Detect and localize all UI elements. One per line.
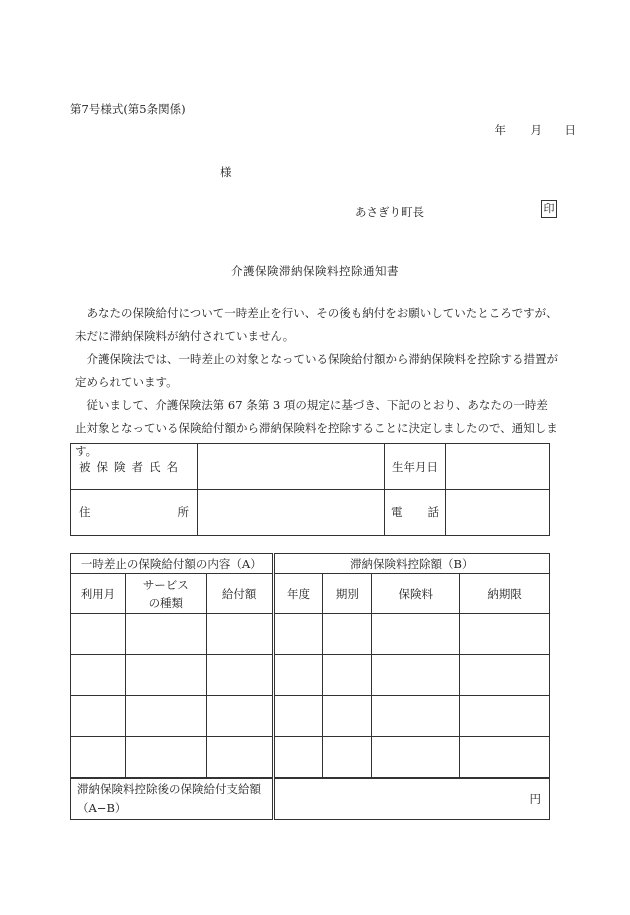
table-cell[interactable]: [460, 696, 550, 737]
table-cell[interactable]: [71, 614, 126, 655]
table-row: [71, 696, 550, 737]
body-paragraph: あなたの保険給付について一時差止を行い、その後も納付をお願いしていたところですが、未だに滞納保険料が納付されていません。: [75, 306, 558, 343]
total-row: [71, 778, 550, 820]
table-cell[interactable]: [323, 655, 372, 696]
form-number: 第7号様式(第5条関係): [70, 102, 186, 116]
issuer-name: あさぎり町長: [355, 205, 424, 219]
table-cell[interactable]: [372, 737, 460, 779]
table-cell[interactable]: [125, 655, 206, 696]
table-cell[interactable]: [125, 696, 206, 737]
document-title: 介護保険滞納保険料控除通知書: [231, 264, 399, 278]
addressee-suffix: 様: [220, 165, 232, 179]
table-cell[interactable]: [273, 696, 323, 737]
table-row: [71, 614, 550, 655]
table-cell[interactable]: [71, 655, 126, 696]
table-cell[interactable]: [206, 655, 273, 696]
birthdate-label: 生年月日: [385, 444, 446, 490]
table-cell[interactable]: [71, 696, 126, 737]
total-label-line2: （A−B）: [77, 801, 127, 815]
group-b-header: 滞納保険料控除額（B）: [273, 554, 549, 574]
total-label-line1: 滞納保険料控除後の保険給付支給額: [77, 782, 261, 796]
table-row: [71, 737, 550, 779]
table-cell[interactable]: [323, 737, 372, 779]
col-period: 期別: [323, 574, 372, 614]
birthdate-field[interactable]: [446, 444, 550, 490]
col-fiscal-year: 年度: [273, 574, 323, 614]
total-unit: 円: [529, 792, 541, 806]
date-month: 月: [530, 123, 542, 137]
table-cell[interactable]: [125, 737, 206, 779]
body-paragraph: 介護保険法では、一時差止の対象となっている保険給付額から滞納保険料を控除する措置が定められています。: [75, 352, 558, 389]
phone-field[interactable]: [446, 490, 550, 536]
table-cell[interactable]: [206, 614, 273, 655]
insured-info-table: [70, 443, 550, 536]
col-service-type: サービスの種類: [125, 574, 206, 614]
deduction-table: [70, 553, 550, 820]
table-cell[interactable]: [273, 614, 323, 655]
date-year: 年: [494, 123, 506, 137]
seal-mark: 印: [541, 200, 557, 218]
total-amount-field[interactable]: [273, 778, 549, 820]
table-cell[interactable]: [273, 737, 323, 779]
table-cell[interactable]: [323, 614, 372, 655]
total-label: [71, 778, 274, 820]
table-cell[interactable]: [206, 737, 273, 779]
address-label: [71, 490, 198, 536]
col-due-date: 納期限: [460, 574, 550, 614]
insured-name-field[interactable]: [198, 444, 385, 490]
table-cell[interactable]: [372, 614, 460, 655]
address-label-2: 所: [177, 505, 189, 519]
table-cell[interactable]: [71, 737, 126, 779]
body-paragraph: 従いまして、介護保険法第 67 条第 3 項の規定に基づき、下記のとおり、あなたの一時差止対象となっている保険給付額から滞納保険料を控除することに決定しましたので、通知します。: [75, 398, 558, 458]
table-cell[interactable]: [273, 655, 323, 696]
table-cell[interactable]: [206, 696, 273, 737]
group-a-header: 一時差止の保険給付額の内容（A）: [71, 554, 274, 574]
phone-label-2: 話: [427, 505, 439, 519]
phone-label-1: 電: [391, 505, 403, 519]
table-cell[interactable]: [460, 655, 550, 696]
table-row: [71, 655, 550, 696]
date-line: [470, 122, 576, 138]
phone-label: [385, 490, 446, 536]
address-label-1: 住: [79, 505, 91, 519]
table-cell[interactable]: [460, 737, 550, 779]
col-premium: 保険料: [372, 574, 460, 614]
table-cell[interactable]: [323, 696, 372, 737]
col-benefit-amount: 給付額: [206, 574, 273, 614]
table-cell[interactable]: [372, 655, 460, 696]
date-day: 日: [564, 123, 576, 137]
body-text: [75, 302, 559, 463]
table-cell[interactable]: [372, 696, 460, 737]
table-cell[interactable]: [125, 614, 206, 655]
insured-name-label: 被保険者氏名: [71, 444, 198, 490]
col-usage-month: 利用月: [71, 574, 126, 614]
address-field[interactable]: [198, 490, 385, 536]
table-cell[interactable]: [460, 614, 550, 655]
